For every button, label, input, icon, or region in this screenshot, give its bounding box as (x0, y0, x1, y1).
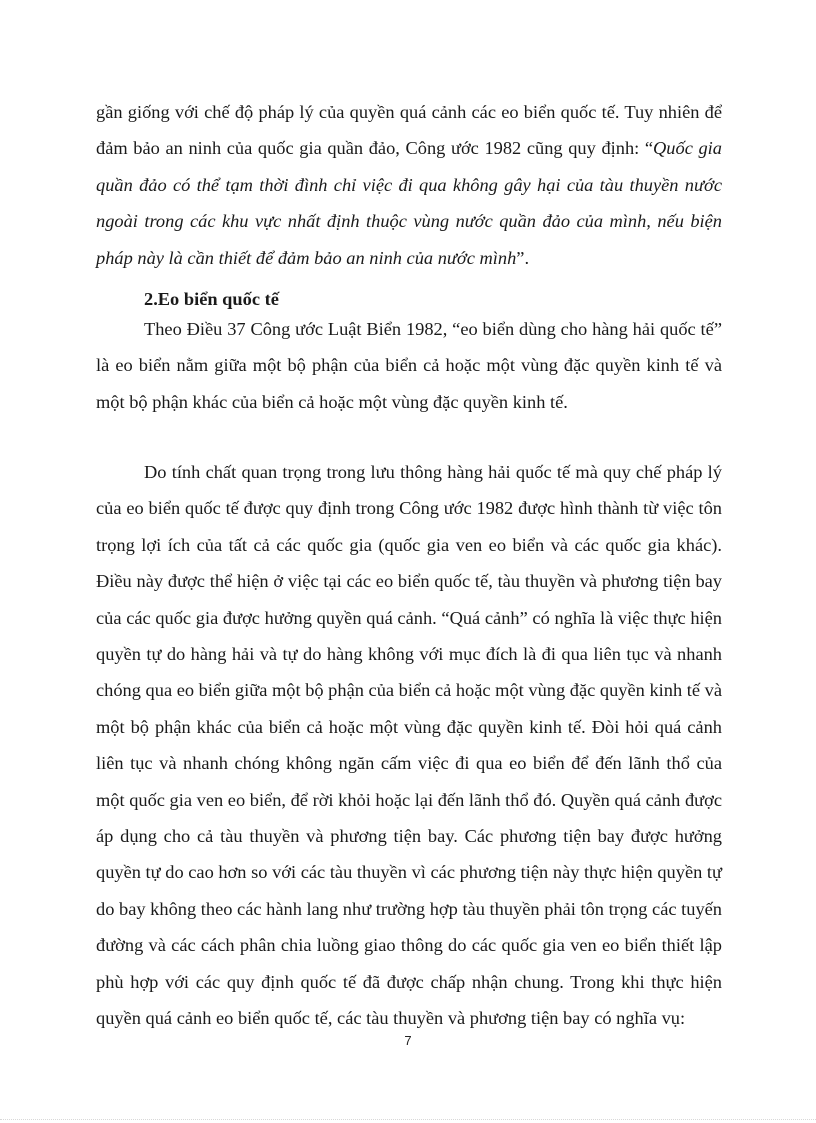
paragraph-2 (96, 311, 722, 420)
page-bottom-divider (0, 1119, 816, 1120)
paragraph-1-text (96, 94, 722, 276)
paragraph-1-lead: gần giống với chế độ pháp lý của quyền quá cảnh các eo biển quốc tế. Tuy nhiên để đảm bảo an ninh của quốc gia quần đảo, Công ước 1982 cũng quy định: “ (96, 102, 722, 159)
paragraph-2-text: Theo Điều 37 Công ước Luật Biển 1982, “eo biển dùng cho hàng hải quốc tế” là eo biển nằm giữa một bộ phận của biển cả hoặc một vùng đặc quyền kinh tế và một bộ phận khác của biển cả hoặc một vùng đặc quyền kinh tế. (96, 319, 722, 412)
paragraph-3 (96, 454, 722, 1037)
paragraph-1-tail: ”. (516, 247, 530, 268)
paragraph-3-text: Do tính chất quan trọng trong lưu thông hàng hải quốc tế mà quy chế pháp lý của eo biển quốc tế được quy định trong Công ước 1982 được hình thành từ việc tôn trọng lợi ích của tất cả các quốc gia (quốc gia ven eo biển và các quốc gia khác). Điều này được thể hiện ở việc tại các eo biển quốc tế, tàu thuyền và phương tiện bay của các quốc gia được hưởng quyền quá cảnh. “Quá cảnh” có nghĩa là việc thực hiện quyền tự do hàng hải và tự do hàng không với mục đích là đi qua liên tục và nhanh chóng qua eo biển giữa một bộ phận của biển cả hoặc một vùng đặc quyền kinh tế và một bộ phận khác của biển cả hoặc một vùng đặc quyền kinh tế. Đòi hỏi quá cảnh liên tục và nhanh chóng không ngăn cấm việc đi qua eo biển để đến lãnh thổ của một quốc gia ven eo biển, để rời khỏi hoặc lại đến lãnh thổ đó. Quyền quá cảnh được áp dụng cho cả tàu thuyền và phương tiện bay. Các phương tiện bay được hưởng quyền tự do cao hơn so với các tàu thuyền vì các phương tiện này thực hiện quyền tự do bay không theo các hành lang như trường hợp tàu thuyền phải tôn trọng các tuyến đường và các cách phân chia luồng giao thông do các quốc gia ven eo biển thiết lập phù hợp với các quy định quốc tế đã được chấp nhận chung. Trong khi thực hiện quyền quá cảnh eo biển quốc tế, các tàu thuyền và phương tiện bay có nghĩa vụ: (96, 462, 722, 1029)
section-heading: 2.Eo biển quốc tế (144, 289, 279, 309)
paragraph-1 (96, 94, 722, 276)
page-number: 7 (404, 1033, 412, 1048)
paragraph-1-quote: Quốc gia quần đảo có thể tạm thời đình chỉ việc đi qua không gây hại của tàu thuyền nước ngoài trong các khu vực nhất định thuộc vùng nước quần đảo của mình, nếu biện pháp này là cần thiết để đảm bảo an ninh của nước mình (96, 138, 722, 268)
